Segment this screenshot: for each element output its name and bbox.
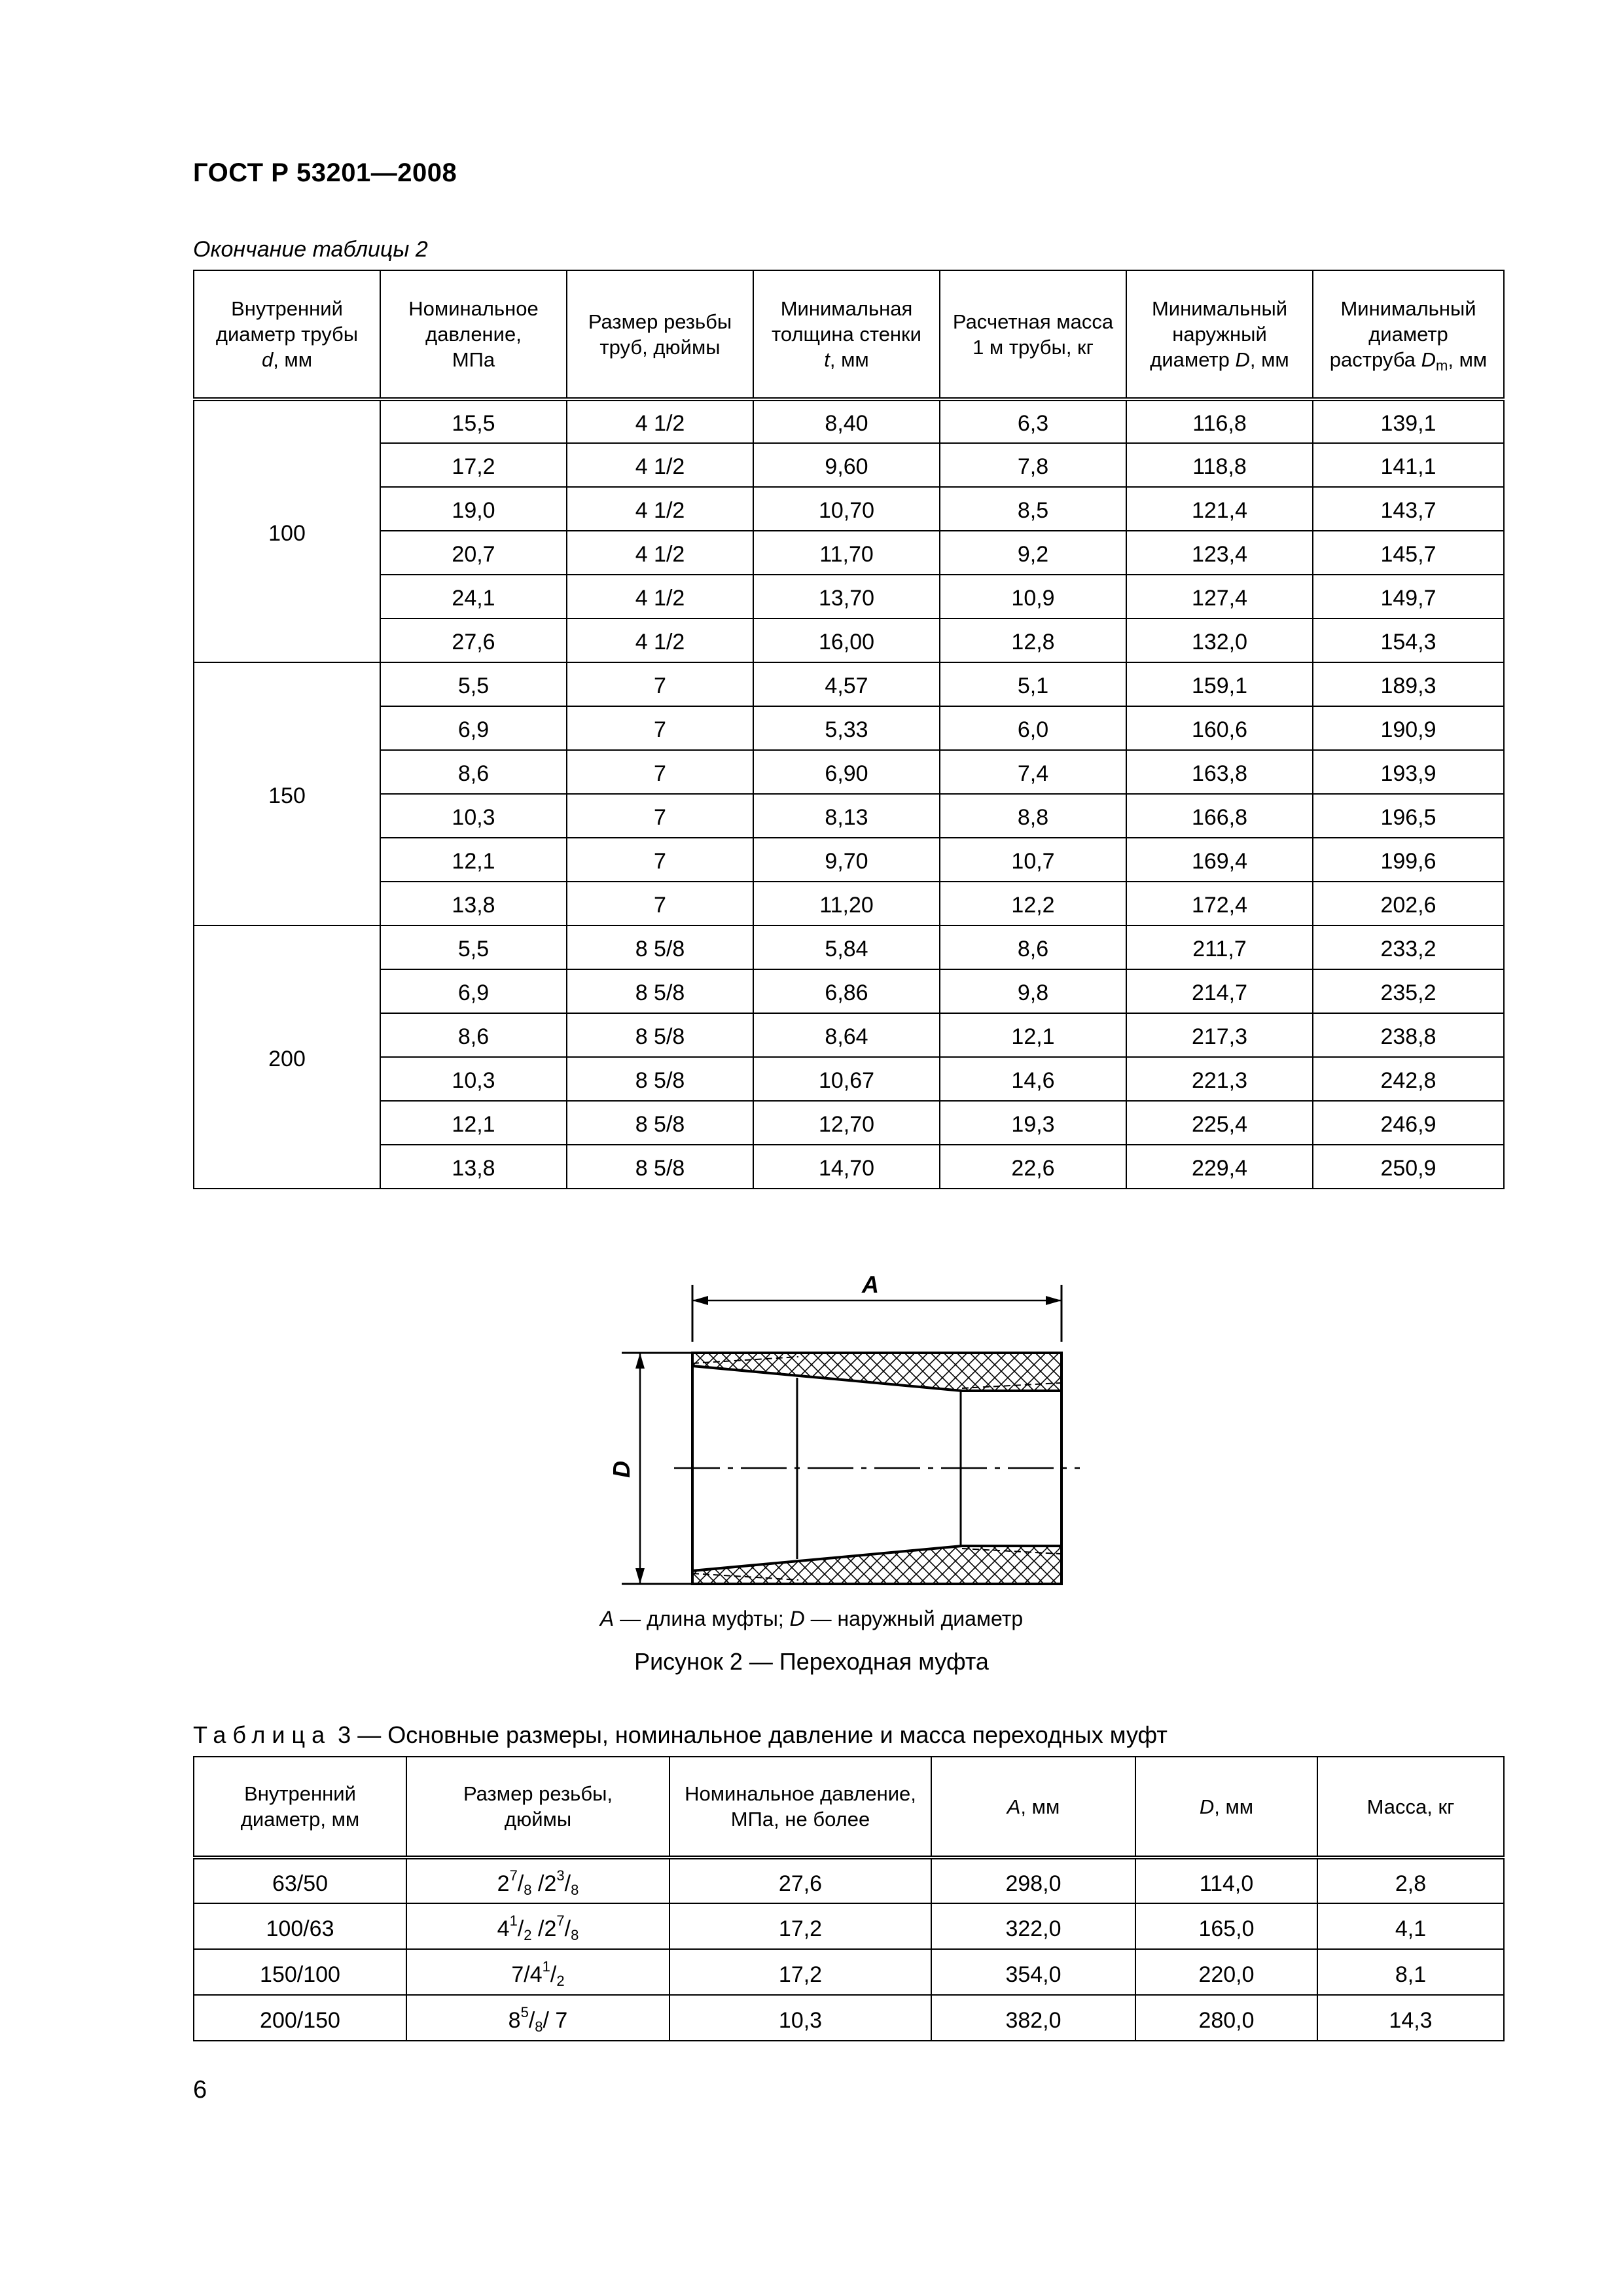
table-cell: 100/63 [194,1903,406,1949]
table-row [194,399,1504,443]
table-cell: 132,0 [1126,619,1313,662]
table-cell: 298,0 [931,1857,1135,1903]
table-cell: 8,1 [1317,1949,1504,1995]
table-cell: 165,0 [1135,1903,1317,1949]
table-cell: 2,8 [1317,1857,1504,1903]
table-3-body [194,1857,1504,2041]
table-cell: 5,33 [753,706,940,750]
col-header-mass: Расчетная масса 1 м трубы, кг [940,270,1126,399]
table-cell: 13,8 [380,882,567,925]
table-cell: 221,3 [1126,1057,1313,1101]
table-cell: 116,8 [1126,399,1313,443]
table-cell: $7/4^1/_2$ [406,1949,669,1995]
table-cell: 8 5/8 [567,925,753,969]
table-cell: 123,4 [1126,531,1313,575]
t3-col-header-a: A, мм [931,1757,1135,1857]
table-cell: 9,2 [940,531,1126,575]
table-cell: 5,1 [940,662,1126,706]
table-cell: 214,7 [1126,969,1313,1013]
table-row [194,1857,1504,1903]
table-row [194,969,1504,1013]
table-cell: 4 1/2 [567,399,753,443]
coupling-drawing [589,1260,1086,1604]
table-row [194,1903,1504,1949]
table-cell: 8,6 [940,925,1126,969]
table-cell: 10,9 [940,575,1126,619]
table-cell: 7 [567,882,753,925]
table-cell: 20,7 [380,531,567,575]
table-cell: 8 5/8 [567,1101,753,1145]
table-cell: 193,9 [1313,750,1504,794]
table-3 [193,1756,1505,2041]
table-cell: 6,0 [940,706,1126,750]
table-row [194,487,1504,531]
table-cell: 246,9 [1313,1101,1504,1145]
table-cell: 13,70 [753,575,940,619]
table-cell: 121,4 [1126,487,1313,531]
table-cell: $2^7/_8$ $/2^3/_8$ [406,1857,669,1903]
dimension-a-label: A [862,1271,879,1298]
table-3-caption [193,1721,1168,1749]
table-cell: 4 1/2 [567,575,753,619]
table-cell: 189,3 [1313,662,1504,706]
t3-col-header-mass: Масса, кг [1317,1757,1504,1857]
figure-legend: A — длина муфты; D — наружный диаметр [599,1607,1024,1630]
table-cell: 7 [567,750,753,794]
table-cell: 9,70 [753,838,940,882]
table-cell: 8,6 [380,750,567,794]
table-row [194,882,1504,925]
table-cell: 10,7 [940,838,1126,882]
table-cell: 15,5 [380,399,567,443]
table-continuation-label: Окончание таблицы 2 [193,237,428,262]
table-cell: 4 1/2 [567,487,753,531]
table-cell: 280,0 [1135,1995,1317,2041]
table-cell: 5,5 [380,925,567,969]
table-cell: 10,70 [753,487,940,531]
table-row [194,531,1504,575]
col-header-thread: Размер резьбы труб, дюймы [567,270,753,399]
table-cell: 233,2 [1313,925,1504,969]
table-cell: 154,3 [1313,619,1504,662]
table-cell: 12,8 [940,619,1126,662]
table-cell: 8,40 [753,399,940,443]
table-cell: 7 [567,662,753,706]
t3-col-header-d: D, мм [1135,1757,1317,1857]
table-cell: 10,3 [669,1995,931,2041]
table-cell: 7 [567,794,753,838]
table-cell: 238,8 [1313,1013,1504,1057]
table-cell: 8,8 [940,794,1126,838]
table-cell: 7,8 [940,443,1126,487]
table-3-caption-text: 3 — Основные размеры, номинальное давление и масса переходных муфт [338,1721,1168,1748]
table-row [194,662,1504,706]
table-cell: 169,4 [1126,838,1313,882]
table-cell: 4 1/2 [567,531,753,575]
table-cell: 235,2 [1313,969,1504,1013]
diameter-group-cell: 100 [194,399,380,662]
table-cell: 225,4 [1126,1101,1313,1145]
t3-col-header-pressure: Номинальное давление, МПа, не более [669,1757,931,1857]
table-cell: 12,1 [380,838,567,882]
table-cell: 6,9 [380,969,567,1013]
table-cell: 200/150 [194,1995,406,2041]
table-cell: 19,0 [380,487,567,531]
table-cell: 22,6 [940,1145,1126,1189]
table-cell: 27,6 [669,1857,931,1903]
table-cell: 6,9 [380,706,567,750]
table-cell: 12,2 [940,882,1126,925]
col-header-socket-diameter: Минимальный диаметр раструба $D_m$, мм [1313,270,1504,399]
table-cell: 211,7 [1126,925,1313,969]
table-cell: 7 [567,838,753,882]
document-header: ГОСТ Р 53201—2008 [193,158,457,187]
table-cell: 8,64 [753,1013,940,1057]
table-row [194,1013,1504,1057]
table-cell: 229,4 [1126,1145,1313,1189]
table-row [194,1057,1504,1101]
table-cell: 12,1 [380,1101,567,1145]
table-row [194,794,1504,838]
t3-col-header-thread: Размер резьбы, дюймы [406,1757,669,1857]
table-row [194,1145,1504,1189]
table-cell: 4,1 [1317,1903,1504,1949]
table-cell: 27,6 [380,619,567,662]
table-cell: 354,0 [931,1949,1135,1995]
table-cell: 382,0 [931,1995,1135,2041]
table-cell: 217,3 [1126,1013,1313,1057]
table-cell: 12,70 [753,1101,940,1145]
table-2 [193,270,1505,1189]
table-cell: 8 5/8 [567,969,753,1013]
table-cell: 24,1 [380,575,567,619]
table-cell: 11,70 [753,531,940,575]
table-row [194,706,1504,750]
table-cell: 242,8 [1313,1057,1504,1101]
table-cell: 17,2 [669,1903,931,1949]
table-cell: 14,6 [940,1057,1126,1101]
table-cell: 10,3 [380,794,567,838]
table-row [194,1949,1504,1995]
table-cell: 322,0 [931,1903,1135,1949]
table-cell: 118,8 [1126,443,1313,487]
diameter-group-cell: 150 [194,662,380,925]
table-cell: 16,00 [753,619,940,662]
table-cell: 9,60 [753,443,940,487]
table-cell: 4 1/2 [567,619,753,662]
table-cell: 190,9 [1313,706,1504,750]
table-cell: 6,3 [940,399,1126,443]
table-cell: $8^5/_8/$ 7 [406,1995,669,2041]
col-header-pressure: Номинальное давление, МПа [380,270,567,399]
table-cell: 6,90 [753,750,940,794]
table-cell: 8 5/8 [567,1013,753,1057]
table-row [194,575,1504,619]
table-cell: 4 1/2 [567,443,753,487]
table-cell: 5,5 [380,662,567,706]
table-2-body [194,399,1504,1189]
table-cell: 150/100 [194,1949,406,1995]
table-cell: 14,70 [753,1145,940,1189]
table-cell: 166,8 [1126,794,1313,838]
table-cell: 8 5/8 [567,1057,753,1101]
table-cell: 163,8 [1126,750,1313,794]
table-cell: 202,6 [1313,882,1504,925]
table-cell: 12,1 [940,1013,1126,1057]
table-cell: 139,1 [1313,399,1504,443]
table-row [194,619,1504,662]
table-cell: 8,5 [940,487,1126,531]
page-number: 6 [193,2076,207,2104]
diameter-group-cell: 200 [194,925,380,1189]
table-cell: 14,3 [1317,1995,1504,2041]
table-cell: 17,2 [669,1949,931,1995]
table-cell: 8,6 [380,1013,567,1057]
table-cell: 7,4 [940,750,1126,794]
table-cell: 141,1 [1313,443,1504,487]
table-row [194,443,1504,487]
table-cell: 4,57 [753,662,940,706]
table-cell: 145,7 [1313,531,1504,575]
table-cell: 63/50 [194,1857,406,1903]
table-cell: 114,0 [1135,1857,1317,1903]
table-cell: 172,4 [1126,882,1313,925]
table-cell: 143,7 [1313,487,1504,531]
table-cell: 10,3 [380,1057,567,1101]
table-cell: 159,1 [1126,662,1313,706]
table-row [194,1995,1504,2041]
table-cell: 6,86 [753,969,940,1013]
col-header-outer-diameter: Минимальный наружный диаметр D, мм [1126,270,1313,399]
table-cell: 127,4 [1126,575,1313,619]
table-row [194,925,1504,969]
table-cell: 160,6 [1126,706,1313,750]
table-cell: 7 [567,706,753,750]
table-cell: 11,20 [753,882,940,925]
table-row [194,838,1504,882]
t3-col-header-diameter: Внутренний диаметр, мм [194,1757,406,1857]
col-header-wall: Минимальная толщина стенки t, мм [753,270,940,399]
col-header-inner-diameter: Внутренний диаметр трубы d, мм [194,270,380,399]
table-cell: 8,13 [753,794,940,838]
table-cell: 5,84 [753,925,940,969]
table-cell: 149,7 [1313,575,1504,619]
table-row [194,1101,1504,1145]
table-cell: 13,8 [380,1145,567,1189]
table-cell: 250,9 [1313,1145,1504,1189]
table-row [194,750,1504,794]
table-cell: 8 5/8 [567,1145,753,1189]
table-cell: 19,3 [940,1101,1126,1145]
table-3-caption-word: Таблица [193,1721,332,1748]
dimension-d-label: D [608,1461,635,1478]
table-cell: 10,67 [753,1057,940,1101]
table-cell: 220,0 [1135,1949,1317,1995]
table-cell: 199,6 [1313,838,1504,882]
figure-caption: Рисунок 2 — Переходная муфта [634,1648,989,1675]
table-cell: 196,5 [1313,794,1504,838]
table-cell: 9,8 [940,969,1126,1013]
table-cell: $4^1/_2$ $/2^7/_8$ [406,1903,669,1949]
table-cell: 17,2 [380,443,567,487]
